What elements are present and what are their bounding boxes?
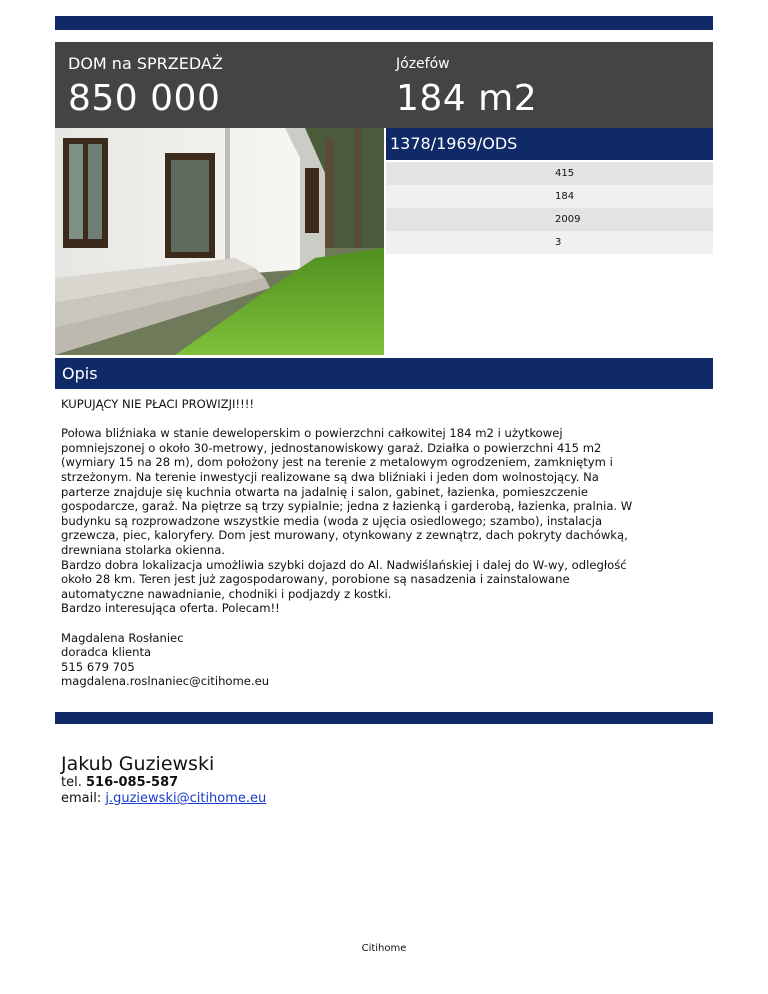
agent-phone: 516-085-587 — [85, 775, 179, 790]
agent-name: Jakub Guziewski — [61, 753, 215, 775]
bottom-accent-bar — [55, 712, 713, 724]
contact-email: magdalena.roslnaniec@citihome.eu — [61, 674, 270, 689]
agent-email-line — [61, 791, 266, 807]
param-usable-area: 184 — [386, 185, 713, 208]
offer-type: DOM na SPRZEDAŻ — [68, 54, 223, 73]
location: Józefów — [396, 56, 450, 72]
contact-phone: 515 679 705 — [61, 659, 135, 674]
price-block — [68, 54, 223, 120]
price: 850 000 — [68, 78, 221, 119]
house-photo — [55, 128, 384, 355]
description-line: (wymiary 15 na 28 m), dom położony jest na terenie z metalowym ogrodzeniem, zamkniętym i — [61, 455, 613, 470]
reference-number: 1378/1969/ODS — [386, 128, 713, 160]
no-commission-note: KUPUJĄCY NIE PŁACI PROWIZJI!!!! — [61, 397, 255, 411]
description-line: Bardzo interesująca oferta. Polecam!! — [61, 601, 280, 616]
description-line: pomniejszonej o około 30-metrowy, jednostanowiskowy garaż. Działka o powierzchni 415 m2 — [61, 440, 602, 455]
description-line: grzewcza, piec, kaloryfery. Dom jest murowany, otynkowany z zewnątrz, dach pokryty dachówką, — [61, 528, 628, 543]
section-title-description: Opis — [55, 358, 713, 389]
email-label: email: — [61, 791, 102, 806]
agent-phone-line — [61, 775, 266, 791]
description-line: parterze znajduje się kuchnia otwarta na jadalnię i salon, gabinet, łazienka, pomieszczenie — [61, 484, 589, 499]
description-line: gospodarcze, garaż. Na piętrze są trzy sypialnie; jedna z łazienką i garderobą, łazienka, pralnia. W — [61, 499, 633, 514]
description-line: około 28 km. Teren jest już zagospodarowany, porobione są nasadzenia i zainstalowane — [61, 572, 570, 587]
description-line: drewniana stolarka okienna. — [61, 542, 226, 557]
contact-name: Magdalena Rosłaniec — [61, 630, 184, 645]
footer-company: Citihome — [361, 943, 407, 954]
description-line: automatyczne nawadnianie, chodniki i podjazdy z kostki. — [61, 586, 392, 601]
param-plot-area: 415 — [386, 162, 713, 185]
description-line: Połowa bliźniaka w stanie deweloperskim o powierzchni całkowitej 184 m2 i użytkowej — [61, 426, 563, 441]
description-line: budynku są rozprowadzone wszystkie media (woda z ujęcia osiedlowego; szambo), instalacja — [61, 513, 603, 528]
description — [61, 397, 711, 689]
description-line: strzeżonym. Na terenie inwestycji realizowane są dwa bliźniaki i jeden dom wolnostojący. Na — [61, 469, 599, 484]
description-line: Bardzo dobra lokalizacja umożliwia szybki dojazd do Al. Nadwiślańskiej i dalej do W-wy, odległość — [61, 557, 627, 572]
parameters-list — [386, 162, 713, 254]
contact-role: doradca klienta — [61, 645, 152, 660]
area: 184 m2 — [396, 78, 538, 119]
phone-label: tel. — [61, 775, 82, 790]
param-rooms: 3 — [386, 231, 713, 254]
agent-card — [61, 753, 266, 807]
agent-email-link[interactable]: j.guziewski@citihome.eu — [105, 791, 267, 806]
listing-header — [55, 42, 713, 128]
location-block — [396, 54, 537, 120]
param-year-built: 2009 — [386, 208, 713, 231]
top-accent-bar — [55, 16, 713, 30]
